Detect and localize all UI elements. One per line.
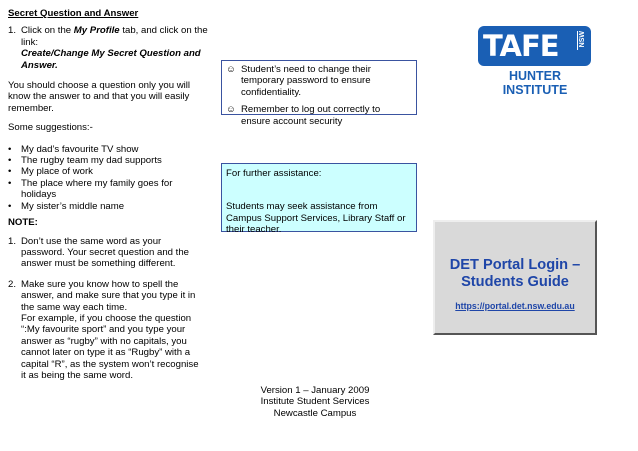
suggestions-list [8,144,208,212]
assistance-text: Students may seek assistance from Campus Support Services, Library Staff or their teacher. [226,201,406,236]
guide-panel [433,220,597,335]
intro-paragraph: You should choose a question only you will know the answer to and that you will easily remember. [8,80,191,114]
list-item: • The rugby team my dad supports [8,155,162,167]
step-number: 1. [8,25,17,37]
portal-link[interactable]: https://portal.det.nsw.edu.au [455,301,575,311]
tafe-hunter-logo [476,26,594,97]
reminder-item: ☺ Remember to log out correctly to ensure account security [226,104,381,127]
smiley-icon: ☺ [226,104,236,116]
list-item: • My sister’s middle name [8,200,125,212]
section-heading: Secret Question and Answer [8,8,139,19]
reminder-item: ☺ Student’s need to change their temporary password to ensure confidentiality. [226,64,371,98]
reminders-box [221,60,417,127]
logo-institute-text: HUNTER INSTITUTE [502,69,568,97]
logo-tafe-text: TAFE [483,29,559,63]
my-profile-tab-text: My Profile [73,25,120,37]
logo-nsw-text: NSW [577,31,588,50]
guide-title: DET Portal Login – Students Guide [449,257,581,290]
list-item: • My place of work [8,166,93,178]
assistance-heading: For further assistance: [226,168,322,179]
version-footer: Version 1 – January 2009 Institute Student Services Newcastle Campus [260,385,370,419]
step-1: 1. Click on the My Profile tab, and click on the link: Create/Change My Secret Question and Answer. [8,25,208,71]
assistance-box [221,163,417,236]
smiley-icon: ☺ [226,64,236,75]
suggestions-heading: Some suggestions:- [8,122,93,134]
list-item: • The place where my family goes for holidays [8,177,173,201]
note-1: 1. Don’t use the same word as your password. Your secret question and the answer must be something different. [8,235,190,270]
list-item: • My dad’s favourite TV show [8,143,139,155]
secret-question-link-text: Create/Change My Secret Question and Answer. [21,48,201,71]
note-heading: NOTE: [8,217,38,229]
note-2: 2. Make sure you know how to spell the answer, and make sure that you type it in the same way each time. For example, if you choose the question “:My favourite sport” and you type your answer as “rugby” with no capitals, you cannot later on type it as “Rugby” with a capital “R”, as the system won’t recognise it as being the same word. [8,278,199,381]
left-column [8,8,208,381]
